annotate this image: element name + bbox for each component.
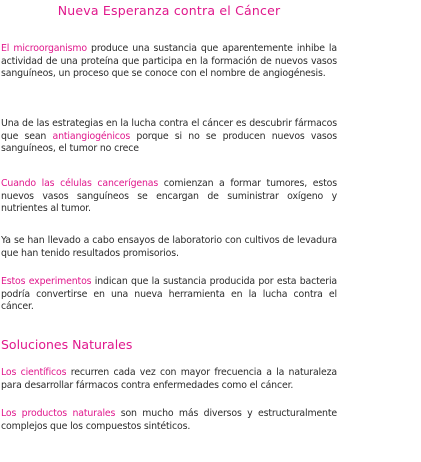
- article-title: Nueva Esperanza contra el Cáncer: [57, 3, 281, 18]
- paragraph-text: Ya se han llevado a cabo ensayos de laboratorio con cultivos de levadura que han tenido resultados promisorios.: [1, 235, 337, 259]
- highlight-microorganism: El microorganismo: [1, 43, 87, 54]
- highlight-natural-products: Los productos naturales: [1, 408, 116, 419]
- paragraph-text: son mucho más diversos y estructuralmente complejos que los compuestos sintéticos.: [1, 408, 337, 432]
- highlight-experiments: Estos experimentos: [1, 276, 92, 287]
- paragraph-scientists: [1, 367, 337, 392]
- paragraph-strategies: [1, 118, 337, 156]
- paragraph-cancer-cells: [1, 178, 337, 216]
- highlight-antiangiogenic: antiangiogénicos: [52, 130, 131, 142]
- paragraph-text: Una de las estrategias en la lucha contra el cáncer es descubrir fármacos que sean: [1, 118, 337, 142]
- paragraph-experiments: [1, 276, 337, 314]
- paragraph-natural-products: [1, 408, 337, 433]
- paragraph-trials: [1, 235, 337, 260]
- paragraph-text: porque si no se producen nuevos vasos sanguíneos, el tumor no crece: [1, 130, 337, 155]
- highlight-cancer-cells: Cuando las células cancerígenas: [1, 178, 159, 189]
- paragraph-text: comienzan a formar tumores, estos nuevos vasos sanguíneos se encargan de suministrar oxígeno y nutrientes al tumor.: [1, 178, 337, 215]
- section-title: Soluciones Naturales: [1, 337, 133, 352]
- paragraph-text: recurren cada vez con mayor frecuencia a la naturaleza para desarrollar fármacos contra enfermedades como el cáncer.: [1, 367, 338, 391]
- highlight-scientists: Los científicos: [1, 367, 67, 378]
- paragraph-microorganism: [1, 43, 337, 81]
- paragraph-text: indican que la sustancia producida por esta bacteria podría convertirse en una nueva herramienta en la lucha contra el cáncer.: [1, 276, 337, 313]
- paragraph-text: produce una sustancia que aparentemente inhibe la actividad de una proteína que participa en la formación de nuevos vasos sanguíneos, un proceso que se conoce con el nombre de angiogénesis.: [1, 43, 337, 80]
